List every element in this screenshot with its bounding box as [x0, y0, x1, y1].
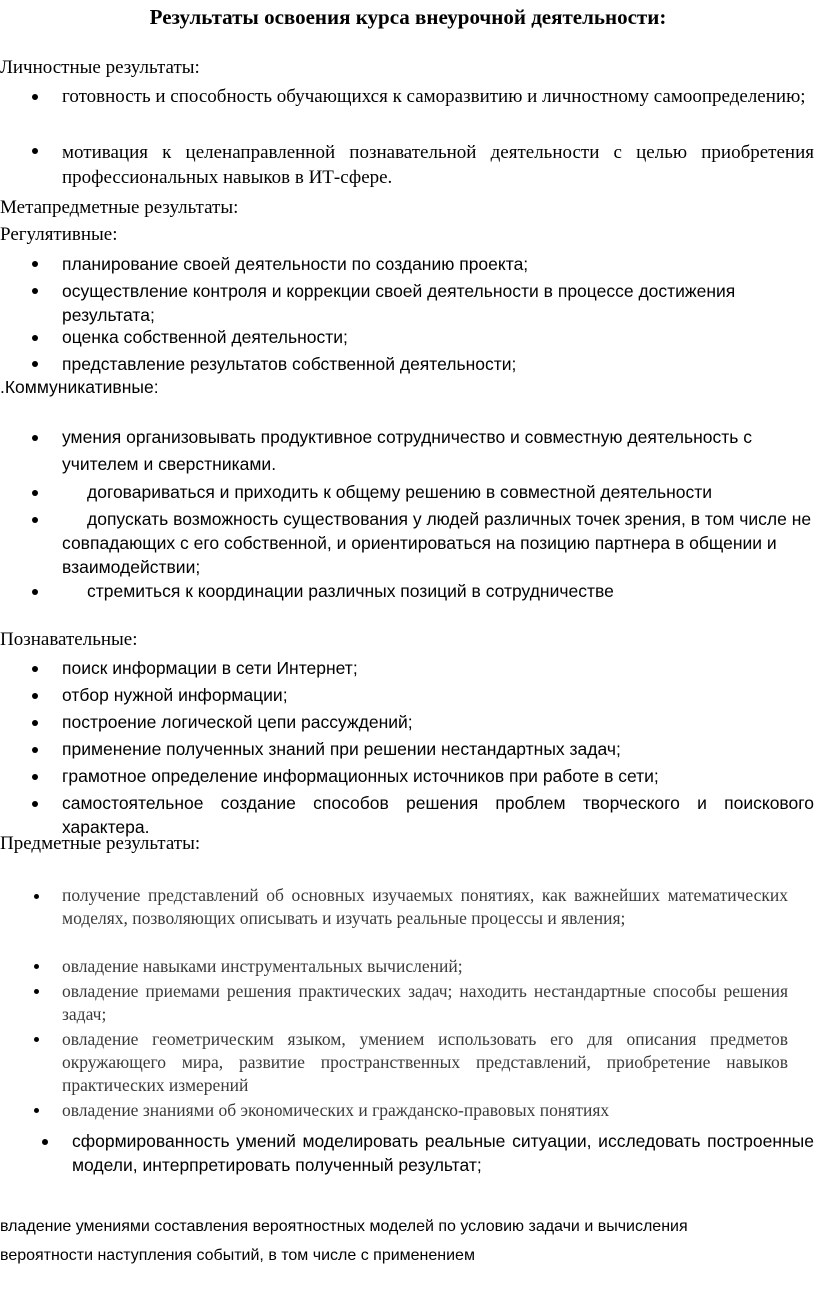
subject-list-extra [0, 1129, 816, 1179]
bullet-icon [32, 335, 38, 341]
personal-heading: Личностные результаты: [0, 57, 200, 78]
list-item [0, 507, 816, 579]
list-item-text: грамотное определение информационных источников при работе в сети; [62, 766, 659, 786]
list-item [0, 1028, 816, 1099]
list-item-text: получение представлений об основных изучаемых понятиях, как важнейших математических моделях, позволяющих описывать и изучать реальные процессы и явления; [62, 885, 788, 928]
list-item [0, 1099, 816, 1129]
list-item [0, 764, 816, 791]
list-item [0, 683, 816, 710]
list-item-text: овладение навыками инструментальных вычислений; [62, 956, 463, 976]
list-item-text: умения организовывать продуктивное сотрудничество и совместную деятельность с учителем и сверстниками. [62, 427, 752, 474]
list-item [0, 325, 816, 350]
bullet-icon [32, 589, 38, 595]
list-item-text: мотивация к целенаправленной познавательной деятельности с целью приобретения профессиональных навыков в ИТ-сфере. [62, 142, 814, 188]
list-item-text: овладение приемами решения практических задач; находить нестандартные способы решения задач; [62, 981, 788, 1024]
bullet-icon [32, 490, 38, 496]
personal-list [0, 84, 816, 187]
bullet-icon [32, 94, 38, 100]
bullet-icon [32, 361, 38, 367]
bullet-icon [32, 517, 38, 523]
bullet-icon [32, 801, 38, 807]
list-item [0, 277, 816, 325]
list-item [0, 579, 816, 609]
list-item-text: готовность и способность обучающихся к саморазвитию и личностному самоопределению; [62, 86, 806, 107]
bullet-icon [32, 261, 38, 267]
list-item [0, 137, 816, 187]
list-item-text: планирование своей деятельности по созданию проекта; [62, 254, 529, 274]
list-item [0, 252, 816, 277]
list-item-text: самостоятельное создание способов решения проблем творческого и поискового характера. [62, 793, 814, 837]
list-item [0, 656, 816, 683]
bullet-icon [32, 288, 38, 294]
meta-heading: Метапредметные результаты: [0, 197, 239, 218]
list-item-text: отбор нужной информации; [62, 685, 288, 705]
bullet-icon [32, 693, 38, 699]
communicative-list [0, 424, 816, 609]
list-item [0, 955, 816, 980]
bullet-icon [32, 747, 38, 753]
list-item [0, 480, 816, 507]
list-item-text: стремиться к координации различных позиций в сотрудничестве [87, 581, 614, 601]
list-item-text: договариваться и приходить к общему решению в совместной деятельности [87, 482, 713, 502]
list-item [0, 737, 816, 764]
bullet-icon [34, 989, 39, 994]
subject-heading: Предметные результаты: [0, 833, 201, 854]
list-item-text: сформированность умений моделировать реальные ситуации, исследовать построенные модели, интерпретировать полученный результат; [72, 1131, 814, 1175]
bullet-icon [32, 774, 38, 780]
bullet-icon [32, 666, 38, 672]
bullet-icon [42, 1139, 48, 1145]
list-item-text: представление результатов собственной деятельности; [62, 354, 517, 374]
list-item [0, 980, 816, 1028]
list-item-text: применение полученных знаний при решении нестандартных задач; [62, 739, 621, 759]
bullet-icon [32, 720, 38, 726]
bullet-icon [32, 148, 38, 154]
list-item [0, 884, 816, 955]
subject-list [0, 884, 816, 1129]
cognitive-heading: Познавательные: [0, 629, 138, 650]
list-item-text: построение логической цепи рассуждений; [62, 712, 413, 732]
trailing-paragraph: владение умениями составления вероятностных моделей по условию задачи и вычисления вероятности наступления событий, в том числе с применением [0, 1218, 688, 1264]
page-title: Результаты освоения курса внеурочной деятельности: [149, 5, 667, 29]
list-item-text: оценка собственной деятельности; [62, 327, 348, 347]
communicative-heading: .Коммуникативные: [0, 377, 159, 397]
list-item-text: овладение геометрическим языком, умением использовать его для описания предметов окружающего мира, развитие пространственных представлений, приобретение навыков практических измерений [62, 1029, 788, 1095]
bullet-icon [34, 1037, 39, 1042]
list-item [0, 424, 816, 480]
list-item-text: поиск информации в сети Интернет; [62, 658, 358, 678]
list-item-text: осуществление контроля и коррекции своей деятельности в процессе достижения результата; [62, 281, 736, 325]
list-item [0, 84, 816, 137]
regulative-heading: Регулятивные: [0, 224, 118, 245]
list-item [0, 710, 816, 737]
list-item [0, 1129, 816, 1179]
list-item-text: овладение знаниями об экономических и гражданско-правовых понятиях [62, 1100, 610, 1120]
regulative-list [0, 252, 816, 375]
list-item [0, 350, 816, 375]
bullet-icon [34, 894, 39, 899]
bullet-icon [32, 435, 38, 441]
list-item-text: допускать возможность существования у людей различных точек зрения, в том числе не совпадающих с его собственной, и ориентироваться на позицию партнера в общении и взаимодействии; [62, 509, 812, 577]
cognitive-list [0, 656, 816, 839]
bullet-icon [34, 1108, 39, 1113]
bullet-icon [34, 964, 39, 969]
